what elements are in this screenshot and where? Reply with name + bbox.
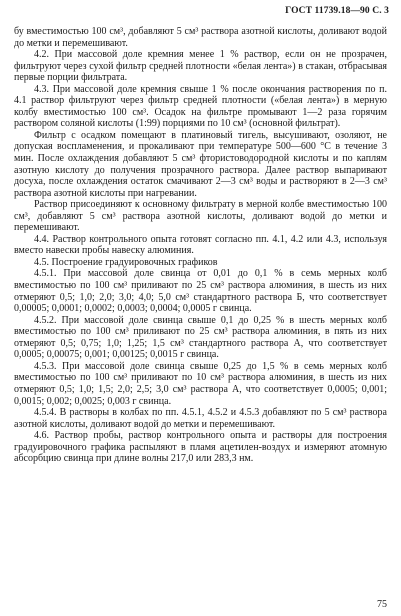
paragraph-4-5-2: 4.5.2. При массовой доле свинца свыше 0,1 до 0,25 % в шесть мерных колб вместимостью по 100 см³ приливают по 25 см³ раствора алюминия, в пять из них отмеряют 0,5; 0,75; 1,0; 1,25; 1,5 см³ стандартного раствора А, что соответствует 0,0005; 0,00075; 0,001; 0,00125; 0,0015 г свинца.: [14, 314, 387, 361]
paragraph-4-3: 4.3. При массовой доле кремния свыше 1 % после окончания растворения по п. 4.1 раствор фильтруют через фильтр средней плотности («белая лента») в мерную колбу вместимостью 100 см³. Осадок на фильтре промывают 1—2 раза горячим раствором соляной кислоты (1:99) порциями по 10 см³ (основной фильтрат).: [14, 83, 387, 130]
section-heading-4-5: 4.5. Построение градуировочных графиков: [34, 256, 218, 268]
paragraph-4-5-4: 4.5.4. В растворы в колбах по пп. 4.5.1, 4.5.2 и 4.5.3 добавляют по 5 см³ раствора азотной кислоты, доливают водой до метки и перемешивают.: [14, 407, 387, 430]
paragraph-4-4: 4.4. Раствор контрольного опыта готовят согласно пп. 4.1, 4.2 или 4.3, используя вместо навески пробы навеску алюминия.: [14, 233, 387, 257]
document-body: [14, 26, 387, 465]
paragraph-4-6: 4.6. Раствор пробы, раствор контрольного опыта и растворы для построения градуировочного графика распыляют в пламя ацетилен-воздух и измеряют атомную абсорбцию свинца при длине волны 217,0 или 283,3 нм.: [14, 430, 387, 465]
page-header: ГОСТ 11739.18—90 С. 3: [285, 6, 389, 16]
paragraph-4-5-3: 4.5.3. При массовой доле свинца свыше 0,25 до 1,5 % в семь мерных колб вместимостью по 100 см³ приливают по 10 см³ раствора алюминия, в шесть из них отмеряют 0,5; 1,0; 1,5; 2,0; 2,5; 3,0 см³ раствора А, что соответствует 0,0005; 0,001; 0,0015; 0,002; 0,0025; 0,003 г свинца.: [14, 360, 387, 407]
paragraph-filter-residue: Фильтр с осадком помещают в платиновый тигель, высушивают, озоляют, не допуская воспламенения, и прокаливают при температуре 500—600 °С в течение 3 мин. После охлаждения добавляют 5 см³ фтористоводородной кислоты и по каплям азотную кислоту до получения прозрачного раствора. Далее раствор выпаривают досуха, после охлаждения остаток смачивают 2—3 см³ воды и растворяют в 2—3 см³ раствора азотной кислоты при нагревании.: [14, 129, 387, 199]
paragraph-4-5-1: 4.5.1. При массовой доле свинца от 0,01 до 0,1 % в семь мерных колб вместимостью по 100 см³ приливают по 25 см³ раствора алюминия, в шесть из них отмеряют 0,5; 1,0; 2,0; 3,0; 4,0; 5,0 см³ стандартного раствора Б, что соответствует 0,00005; 0,0001; 0,0002; 0,0003; 0,0004; 0,0005 г свинца.: [14, 268, 387, 315]
paragraph-continuation: бу вместимостью 100 см³, добавляют 5 см³ раствора азотной кислоты, доливают водой до метки и перемешивают.: [14, 26, 387, 49]
paragraph-combine-filtrate: Раствор присоединяют к основному фильтрату в мерной колбе вместимостью 100 см³, добавляют 5 см³ раствора азотной кислоты, доливают водой до метки и перемешивают.: [14, 199, 387, 234]
paragraph-4-2: 4.2. При массовой доле кремния менее 1 % раствор, если он не прозрачен, фильтруют через сухой фильтр средней плотности «белая лента») в стакан, отбрасывая первые порции фильтрата.: [14, 49, 387, 84]
page-number: 75: [377, 599, 387, 610]
